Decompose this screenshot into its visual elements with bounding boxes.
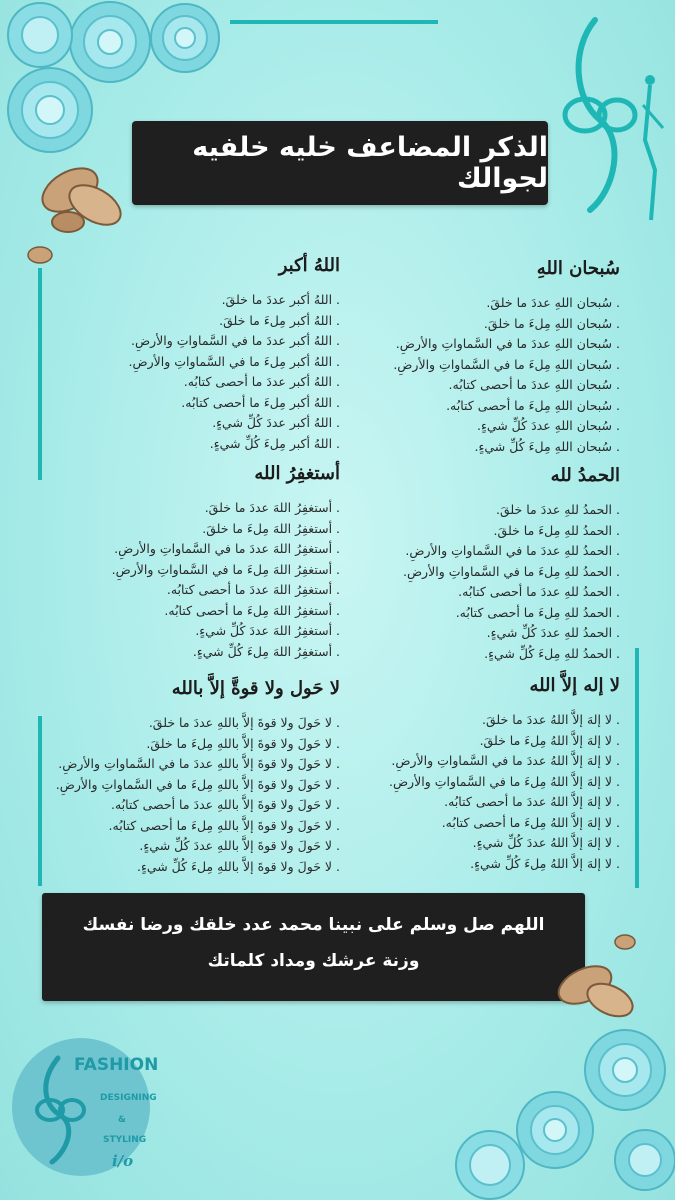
list-item: . لا إلهَ إلاَّ اللهُ عددَ ما خلقَ. (320, 710, 620, 731)
list-item: . الحمدُ للهِ عددَ ما أحصى كتابُه. (320, 582, 620, 603)
list-item: . لا إلهَ إلاَّ اللهُ مِلءَ ما في السَّماواتِ والأرضِ. (320, 772, 620, 793)
list-item: . الحمدُ للهِ عددَ ما خلقَ. (320, 500, 620, 521)
list-item: . لا حَولَ ولا قوةَ إلاَّ باللهِ عددَ ما خلقَ. (20, 713, 340, 734)
list-item: . سُبحان اللهِ عددَ ما في السَّماواتِ والأرضِ. (320, 334, 620, 355)
list-item: . اللهُ أكبر مِلءَ ما أحصى كتابُه. (40, 393, 340, 414)
top-divider-line (230, 20, 438, 24)
dua-text: اللهم صل وسلم على نبينا محمد عدد خلقك ورضا نفسك وزنة عرشك ومداد كلماتك (82, 915, 545, 971)
list-item: . سُبحان اللهِ عددَ ما خلقَ. (320, 293, 620, 314)
butterfly-icon (553, 959, 638, 1023)
dhikr-list (320, 710, 620, 874)
section-heading: الحمدُ لله (550, 465, 620, 486)
list-item: . أستغفِرُ اللهَ مِلءَ ما خلقَ. (40, 519, 340, 540)
list-item: . سُبحان اللهِ عددَ كُلِّ شيءٍ. (320, 416, 620, 437)
section-heading: سُبحان اللهِ (536, 258, 620, 279)
list-item: . سُبحان اللهِ مِلءَ ما أحصى كتابُه. (320, 396, 620, 417)
list-item: . لا حَولَ ولا قوةَ إلاَّ باللهِ عددَ ما أحصى كتابُه. (20, 795, 340, 816)
dhikr-list (320, 293, 620, 457)
list-item: . لا إلهَ إلاَّ اللهُ عددَ ما أحصى كتابُه. (320, 792, 620, 813)
list-item: . لا حَولَ ولا قوةَ إلاَّ باللهِ مِلءَ ما خلقَ. (20, 734, 340, 755)
title-banner (132, 121, 548, 205)
list-item: . سُبحان اللهِ مِلءَ كُلِّ شيءٍ. (320, 437, 620, 458)
logo-line2: & (118, 1115, 126, 1125)
list-item: . لا حَولَ ولا قوةَ إلاَّ باللهِ مِلءَ ما في السَّماواتِ والأرضِ. (20, 775, 340, 796)
list-item: . أستغفِرُ اللهَ مِلءَ كُلِّ شيءٍ. (40, 642, 340, 663)
right-vertical-line (635, 648, 639, 888)
rose-icon (8, 3, 72, 67)
section-la-ilaha-illallah (320, 675, 620, 874)
list-item: . الحمدُ للهِ عددَ ما في السَّماواتِ والأرضِ. (320, 541, 620, 562)
list-item: . اللهُ أكبر عددَ كُلِّ شيءٍ. (40, 413, 340, 434)
rose-icon (151, 4, 219, 72)
section-allahu-akbar (40, 255, 340, 454)
section-la-hawla (20, 678, 340, 877)
list-item: . الحمدُ للهِ مِلءَ ما في السَّماواتِ والأرضِ. (320, 562, 620, 583)
list-item: . اللهُ أكبر مِلءَ ما في السَّماواتِ والأرضِ. (40, 352, 340, 373)
list-item: . اللهُ أكبر عددَ ما أحصى كتابُه. (40, 372, 340, 393)
dhikr-list (40, 498, 340, 662)
list-item: . الحمدُ للهِ مِلءَ كُلِّ شيءٍ. (320, 644, 620, 665)
list-item: . سُبحان اللهِ عددَ ما أحصى كتابُه. (320, 375, 620, 396)
list-item: . اللهُ أكبر عددَ ما في السَّماواتِ والأرضِ. (40, 331, 340, 352)
list-item: . أستغفِرُ اللهَ مِلءَ ما أحصى كتابُه. (40, 601, 340, 622)
list-item: . أستغفِرُ اللهَ عددَ ما أحصى كتابُه. (40, 580, 340, 601)
list-item: . لا إلهَ إلاَّ اللهُ مِلءَ ما خلقَ. (320, 731, 620, 752)
section-astaghfirullah (40, 463, 340, 662)
rose-icon (8, 68, 92, 152)
list-item: . أستغفِرُ اللهَ عددَ كُلِّ شيءٍ. (40, 621, 340, 642)
dhikr-list (20, 713, 340, 877)
rose-icon (456, 1131, 524, 1199)
butterfly-icon (615, 935, 635, 949)
logo-line1: DESIGNING (100, 1093, 157, 1103)
list-item: . لا حَولَ ولا قوةَ إلاَّ باللهِ مِلءَ ما أحصى كتابُه. (20, 816, 340, 837)
list-item: . لا إلهَ إلاَّ اللهُ مِلءَ كُلِّ شيءٍ. (320, 854, 620, 875)
list-item: . سُبحان اللهِ مِلءَ ما خلقَ. (320, 314, 620, 335)
section-heading: اللهُ أكبر (278, 255, 340, 276)
list-item: . أستغفِرُ اللهَ عددَ ما خلقَ. (40, 498, 340, 519)
rose-icon (517, 1092, 593, 1168)
logo-brand: FASHION (74, 1055, 159, 1075)
section-heading: أستغفِرُ الله (254, 463, 340, 484)
list-item: . اللهُ أكبر عددَ ما خلقَ. (40, 290, 340, 311)
list-item: . لا حَولَ ولا قوةَ إلاَّ باللهِ عددَ ما في السَّماواتِ والأرضِ. (20, 754, 340, 775)
section-heading: لا حَول ولا قوةَّ إلاَّ بالله (171, 678, 340, 699)
list-item: . لا إلهَ إلاَّ اللهُ عددَ ما في السَّماواتِ والأرضِ. (320, 751, 620, 772)
rose-icon (70, 2, 150, 82)
butterfly-icon (35, 159, 127, 232)
section-alhamdulillah (320, 465, 620, 664)
section-heading: لا إله إلاَّ الله (529, 675, 620, 696)
list-item: . الحمدُ للهِ عددَ كُلِّ شيءٍ. (320, 623, 620, 644)
top-right-logo-icon (555, 10, 670, 225)
logo-mark-text: i/o (112, 1152, 134, 1170)
dhikr-list (40, 290, 340, 454)
bottom-right-flower-cluster (445, 930, 675, 1200)
list-item: . لا حَولَ ولا قوةَ إلاَّ باللهِ مِلءَ كُلِّ شيءٍ. (20, 857, 340, 878)
section-subhanallah (320, 258, 620, 457)
logo-line3: STYLING (103, 1135, 147, 1145)
list-item: . الحمدُ للهِ مِلءَ ما خلقَ. (320, 521, 620, 542)
page-title: الذكر المضاعف خليه خلفيه لجوالك (192, 132, 548, 194)
list-item: . أستغفِرُ اللهَ مِلءَ ما في السَّماواتِ والأرضِ. (40, 560, 340, 581)
list-item: . اللهُ أكبر مِلءَ ما خلقَ. (40, 311, 340, 332)
list-item: . الحمدُ للهِ مِلءَ ما أحصى كتابُه. (320, 603, 620, 624)
list-item: . لا إلهَ إلاَّ اللهُ عددَ كُلِّ شيءٍ. (320, 833, 620, 854)
list-item: . سُبحان اللهِ مِلءَ ما في السَّماواتِ والأرضِ. (320, 355, 620, 376)
list-item: . اللهُ أكبر مِلءَ كُلِّ شيءٍ. (40, 434, 340, 455)
list-item: . لا حَولَ ولا قوةَ إلاَّ باللهِ عددَ كُلِّ شيءٍ. (20, 836, 340, 857)
list-item: . لا إلهَ إلاَّ اللهُ مِلءَ ما أحصى كتابُه. (320, 813, 620, 834)
rose-icon (615, 1130, 675, 1190)
list-item: . أستغفِرُ اللهَ عددَ ما في السَّماواتِ والأرضِ. (40, 539, 340, 560)
rose-icon (585, 1030, 665, 1110)
dhikr-list (320, 500, 620, 664)
